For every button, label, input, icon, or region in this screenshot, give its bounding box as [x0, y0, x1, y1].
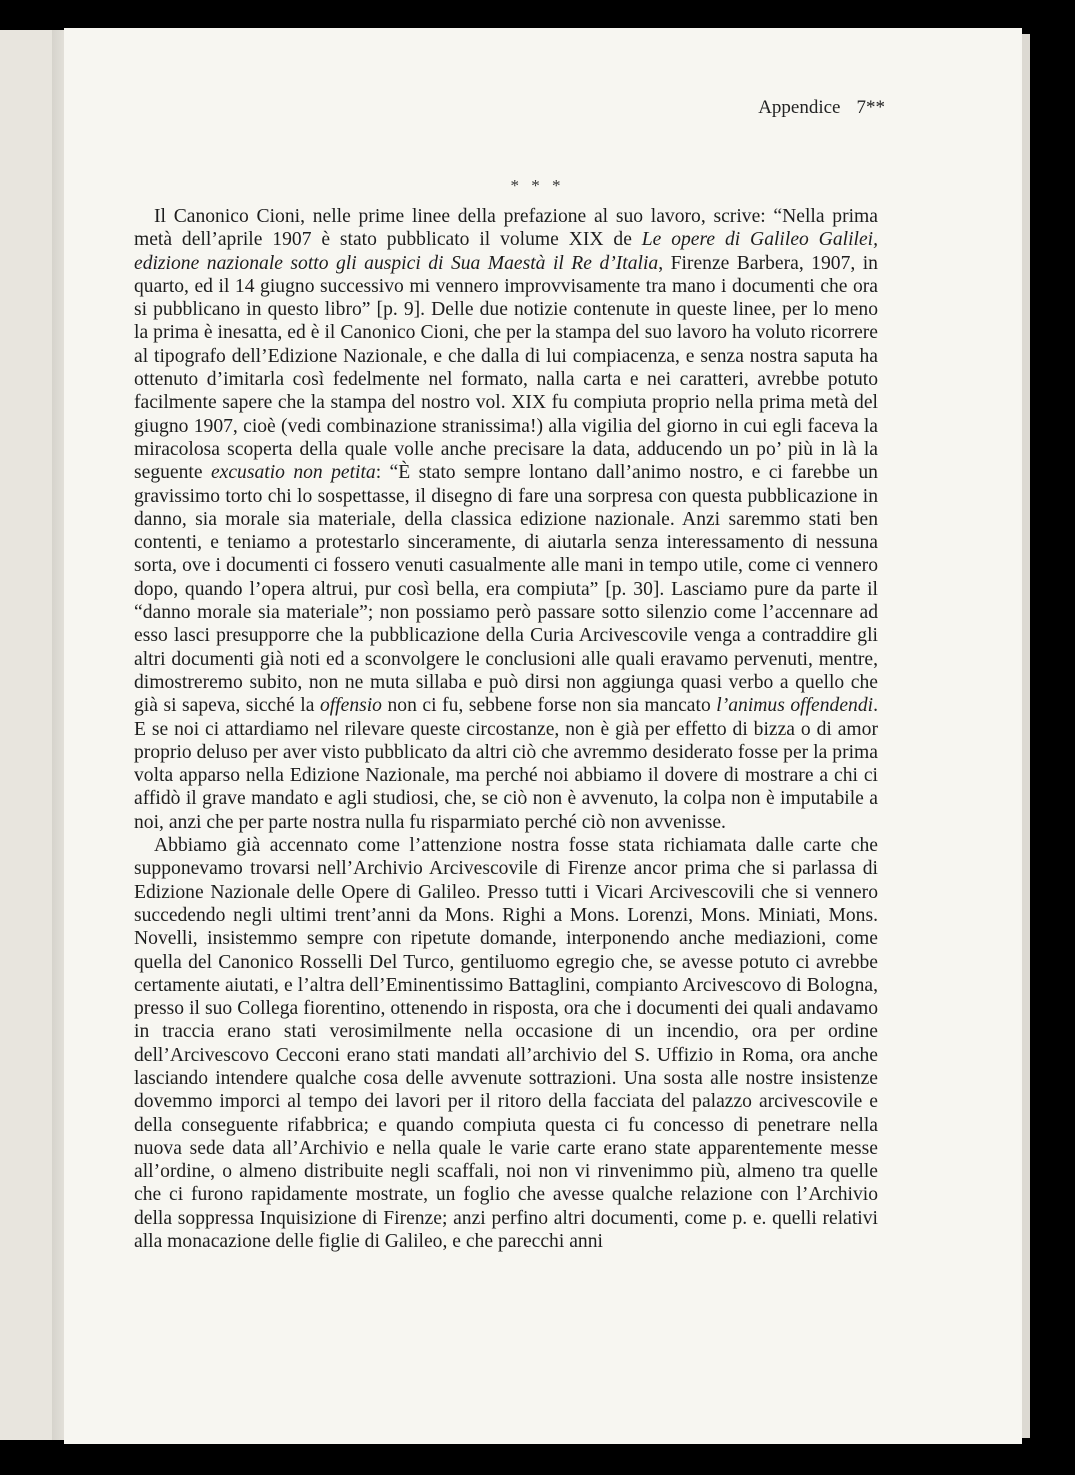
italic-phrase: l’animus offendendi	[716, 695, 874, 717]
text-segment: , Firenze Barbera, 1907, in quarto, ed il 14 giugno successivo mi vennero improvvisamente tra mano i documenti che ora si pubblicano in questo libro” [p. 9]. Delle due notizie contenute in queste linee, per lo meno la prima è inesatta, ed è il Canonico Cioni, che per la stampa del suo lavoro ha voluto ricorrere al tipografo dell’Edizione Nazionale, e che dalla di lui compiacenza, e senza nostra saputa ha ottenuto d’imitarla così fedelmente nel formato, nalla carta e nei caratteri, avrebbe potuto facilmente sapere che la stampa del nostro vol. XIX fu compiuta proprio nella prima metà del giugno 1907, cioè (vedi combinazione stranissima!) alla vigilia del giorno in cui egli faceva la miracolosa scoperta della quale volle anche precisare la data, adducendo un po’ più in là la seguente	[134, 252, 878, 484]
paragraph-1	[134, 205, 878, 834]
header-title: Appendice	[758, 97, 841, 118]
italic-phrase: excusatio non petita	[210, 462, 376, 484]
right-page-edge	[1022, 34, 1030, 1438]
section-separator: * * *	[510, 176, 565, 195]
text-segment: : “È stato sempre lontano dall’animo nostro, e ci farebbe un gravissimo torto chi lo sospettasse, il disegno di fare una sorpresa con questa pubblicazione in danno, sia morale sia materiale, della classica edizione nazionale. Anzi saremmo stati ben contenti, e teniamo a protestarlo sinceramente, di aiutarla senza interessamento di nessuna sorta, ove i documenti ci fossero venuti casualmente alle mani in tempo utile, come ci vennero dopo, quando l’opera altrui, pur così bella, era compiuta” [p. 30]. Lasciamo pure da parte il “danno morale sia materiale”; non possiamo però passare sotto silenzio come l’accennare ad esso lasci presupporre che la pubblicazione della Curia Arcivescovile venga a contraddire gli altri documenti già noti ed a sconvolgere le conclusioni alle quali eravamo pervenuti, mentre, dimostreremo subito, non ne muta sillaba e può dirsi non aggiunga quasi verbo a quello che già si sapeva, sicché la	[134, 462, 878, 717]
italic-phrase: offensio	[319, 695, 382, 717]
running-header	[758, 97, 885, 119]
body-text	[134, 205, 878, 1253]
italic-title: Le opere di Galileo Galilei, edizione nazionale sotto gli auspici di Sua Maestà il Re d’Italia	[134, 229, 878, 274]
text-segment: Abbiamo già accennato come l’attenzione nostra fosse stata richiamata dalle carte che supponevamo trovarsi nell’Archivio Arcivescovile di Firenze ancor prima che si parlassa di Edizione Nazionale delle Opere di Galileo. Presso tutti i Vicari Arcivescovili che si vennero succedendo negli ultimi trent’anni da Mons. Righi a Mons. Lorenzi, Mons. Miniati, Mons. Novelli, insistemmo sempre con ripetute domande, interponendo anche mediazioni, come quella del Canonico Rosselli Del Turco, gentiluomo egregio che, se avesse potuto ci avrebbe certamente aiutati, e l’altra dell’Eminentissimo Battaglini, compianto Arcivescovo di Bologna, presso il suo Collega fiorentino, ottenendo in risposta, ora che i documenti dei quali andavamo in traccia erano stati verosimilmente nella occasione di un incendio, ora per ordine dell’Arcivescovo Cecconi erano stati mandati all’archivio del S. Uffizio in Roma, ora anche lasciando intendere qualche cosa delle avvenute sottrazioni. Una sosta alle nostre insistenze dovemmo imporci al tempo dei lavori per il ritoro della facciata del palazzo arcivescovile e della conseguente rifabbrica; e quando compiuta questa ci fu concesso di penetrare nella nuova sede data all’Archivio e nella quale le varie carte erano state apparentemente messe all’ordine, o almeno distribuite negli scaffali, noi non vi rinvenimmo più, almeno tra quelle che ci furono rapidamente mostrate, un foglio che avesse qualche relazione con l’Archivio della soppressa Inquisizione di Firenze; anzi perfino altri documenti, come p. e. quelli relativi alla monacazione delle figlie di Galileo, e che parecchi anni	[134, 835, 878, 1253]
text-segment: . E se noi ci attardiamo nel rilevare queste circostanze, non è già per effetto di bizza o di amor proprio deluso per aver visto pubblicato da altri ciò che avremmo desiderato fosse per la prima volta apparso nella Edizione Nazionale, ma perché noi abbiamo il dovere di mostrare a chi ci affidò il grave mandato e agli studiosi, che, se ciò non è avvenuto, la colpa non è imputabile a noi, anzi che per parte nostra nulla fu risparmiato perché ciò non avvenisse.	[134, 695, 878, 833]
text-segment: non ci fu, sebbene forse non sia mancato	[381, 695, 717, 717]
text-segment: Il Canonico Cioni, nelle prime linee della prefazione al suo lavoro, scrive: “Nella prima metà dell’aprile 1907 è stato pubblicato il volume XIX de	[134, 206, 878, 251]
paragraph-2	[134, 834, 878, 1253]
left-page-edge	[0, 30, 52, 1440]
page-number: 7**	[856, 97, 885, 118]
